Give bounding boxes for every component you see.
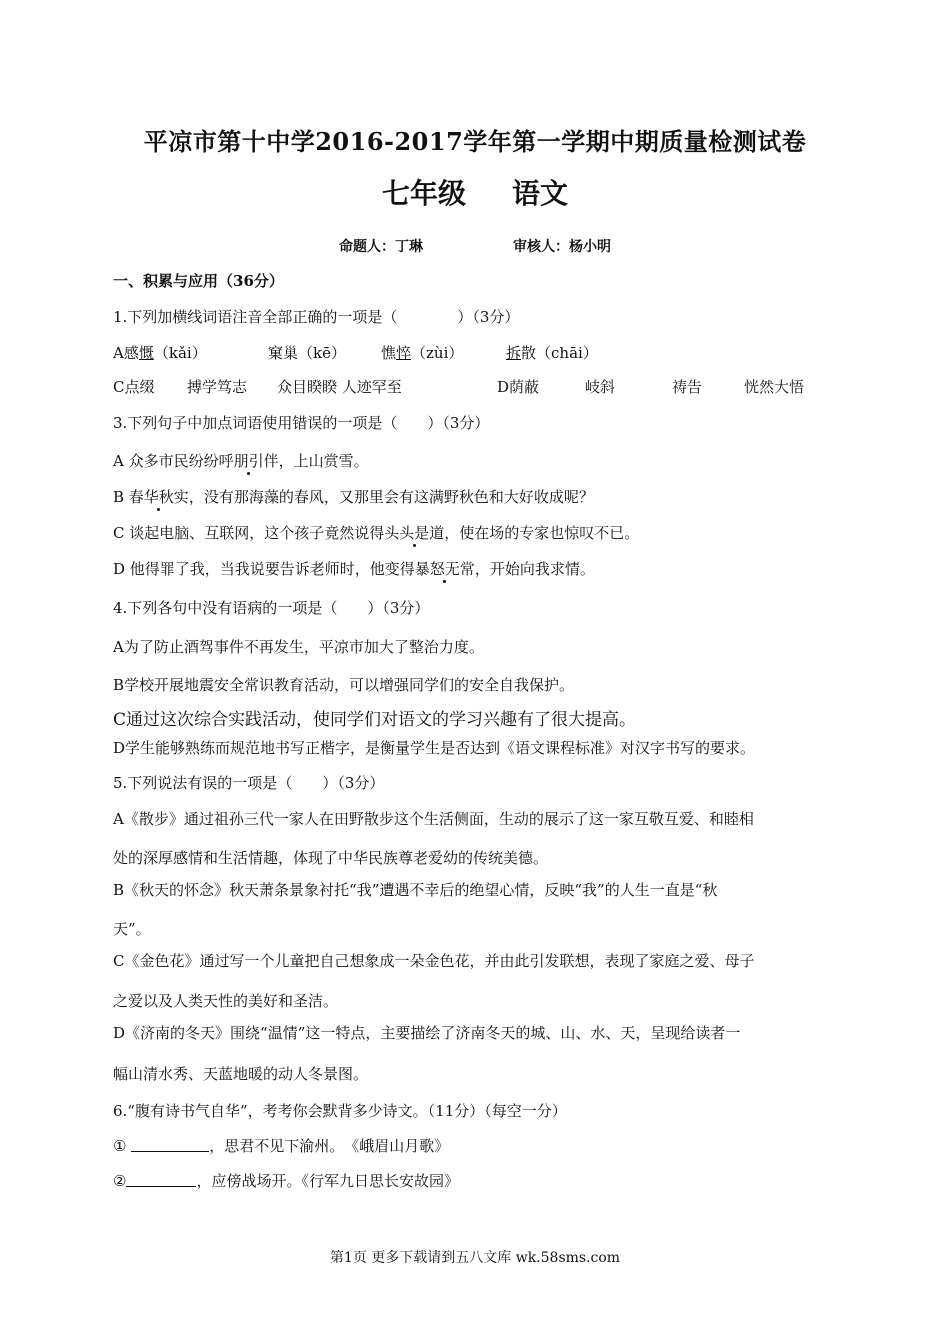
q6-stem: 6.“腹有诗书气自华”，考考你会默背多少诗文。（11分）（每空一分）	[113, 1102, 567, 1120]
subject-label: 语文	[512, 177, 569, 210]
q5-option-a-line1: A《散步》通过祖孙三代一家人在田野散步这个生活侧面，生动的展示了这一家互敬互爱、和睦相	[113, 810, 754, 828]
setter-label: 命题人：	[339, 239, 395, 255]
q6-item-1: ① ，思君不见下渝州。 《峨眉山月歌》	[113, 1137, 450, 1155]
q1-option-d4: 恍然大悟	[744, 378, 805, 396]
section-heading: 一、积累与应用（36分）	[113, 272, 284, 290]
q5-option-c-line2: 之爱以及人类天性的美好和圣洁。	[113, 992, 339, 1010]
q1-options-cd	[113, 376, 833, 398]
grade-label: 七年级	[381, 177, 466, 210]
page-footer: 第1页 更多下载请到五八文库 wk.58sms.com	[329, 1250, 621, 1266]
q1-option-c2: 搏学笃志	[187, 378, 248, 396]
q4-option-a: A为了防止酒驾事件不再发生，平凉市加大了整治力度。	[113, 638, 484, 656]
q1-option-a4: 拆散（chāi）	[506, 344, 598, 362]
q1-option-d2: 岐斜	[585, 378, 616, 396]
q1-option-d: D荫蔽	[497, 378, 540, 396]
q1-option-c: C点缀	[113, 378, 155, 396]
q4-stem: 4.下列各句中没有语病的一项是（ ）（3分）	[113, 599, 430, 617]
answer-blank[interactable]	[126, 1172, 196, 1187]
setter-name: 丁琳	[395, 239, 423, 255]
q4-option-b: B学校开展地震安全常识教育活动，可以增强同学们的安全自我保护。	[113, 676, 575, 694]
q1-option-c3: 众目睽睽 人迹罕至	[277, 378, 402, 396]
q1-option-a2: 窠巢（kē）	[268, 344, 346, 362]
author-line	[0, 236, 950, 256]
q5-option-d-line1: D《济南的冬天》围绕“温情”这一特点，主要描绘了济南冬天的城、山、水、天，呈现给读者一	[113, 1024, 741, 1042]
q4-option-d: D学生能够熟练而规范地书写正楷字，是衡量学生是否达到《语文课程标准》对汉字书写的要求。	[113, 739, 756, 757]
q3-option-b: B 春华秋实，没有那海藻的春风，又那里会有这满野秋色和大好收成呢？	[113, 488, 594, 506]
q3-option-d: D 他得罪了我，当我说要告诉老师时，他变得暴怒无常，开始向我求情。	[113, 560, 595, 578]
q5-option-b-line2: 天”。	[113, 920, 151, 938]
q3-option-c: C 谈起电脑、互联网，这个孩子竟然说得头头是道，使在场的专家也惊叹不已。	[113, 524, 640, 542]
q4-option-c: C通过这次综合实践活动，使同学们对语文的学习兴趣有了很大提高。	[113, 710, 637, 730]
q3-option-a: A 众多市民纷纷呼朋引伴，上山赏雪。	[113, 452, 369, 470]
dotted-phrase: 呼朋引伴	[218, 452, 279, 470]
q1-option-a3: 憔悴（zùi）	[381, 344, 464, 362]
q1-stem: 1.下列加横线词语注音全部正确的一项是（ ）（3分）	[113, 308, 520, 326]
dotted-phrase: 春华秋实	[128, 488, 189, 506]
reviewer-name: 杨小明	[569, 239, 611, 255]
dotted-phrase: 头头是道	[384, 524, 445, 542]
q3-stem: 3.下列句子中加点词语使用错误的一项是（ ）（3分）	[113, 414, 490, 432]
reviewer-label: 审核人：	[513, 239, 569, 255]
q5-option-a-line2: 处的深厚感情和生活情趣，体现了中华民族尊老爱幼的传统美德。	[113, 849, 549, 867]
answer-blank[interactable]	[131, 1137, 209, 1152]
q5-stem: 5.下列说法有误的一项是（ ）（3分）	[113, 774, 385, 792]
exam-title: 平凉市第十中学2016-2017学年第一学期中期质量检测试卷	[143, 127, 807, 156]
q5-option-b-line1: B《秋天的怀念》秋天萧条景象衬托“我”遭遇不幸后的绝望心情，反映“我”的人生一直是“秋	[113, 881, 718, 899]
dotted-phrase: 暴怒无常	[414, 560, 475, 578]
exam-subtitle	[0, 172, 950, 212]
q6-item-2: ② ，应傍战场开。《行军九日思长安故园》	[113, 1172, 459, 1190]
q1-option-d3: 祷告	[672, 378, 703, 396]
q1-options-ab	[113, 342, 833, 364]
q5-option-d-line2: 幅山清水秀、天蓝地暖的动人冬景图。	[113, 1065, 369, 1083]
q5-option-c-line1: C《金色花》通过写一个儿童把自己想象成一朵金色花，并由此引发联想，表现了家庭之爱、母子	[113, 952, 755, 970]
q1-option-a: A感慨（kǎi）	[113, 344, 207, 362]
